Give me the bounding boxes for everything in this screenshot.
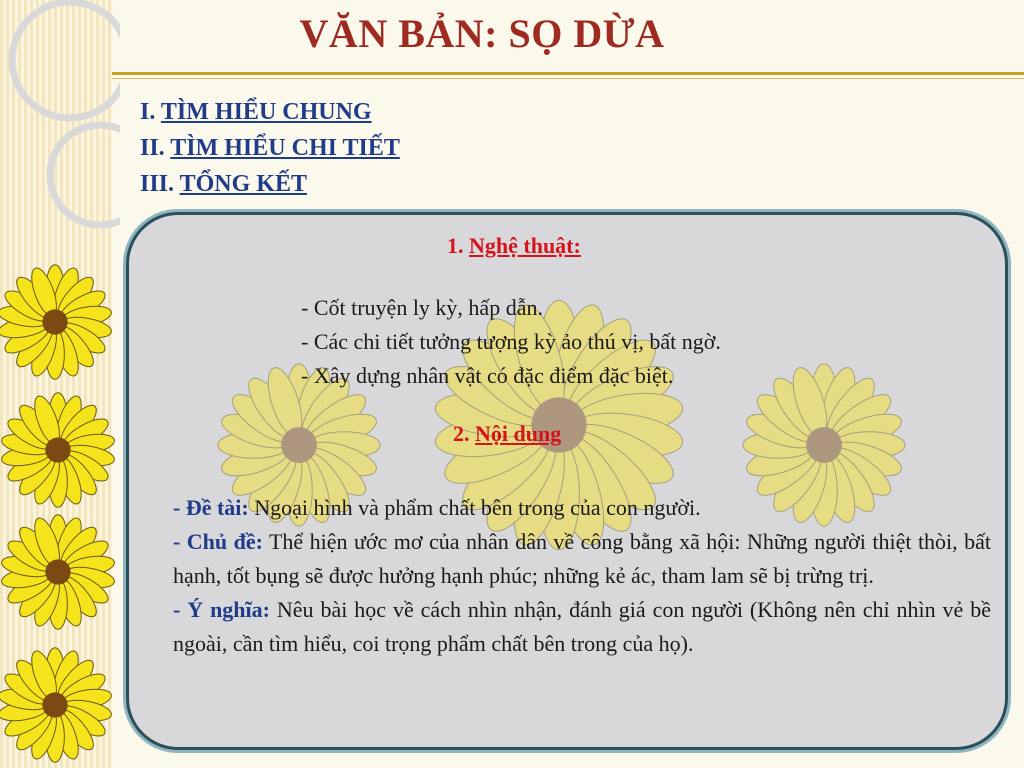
nav-number: III.	[140, 171, 175, 197]
content-text: Thể hiện ước mơ của nhân dân về công bằng xã hội: Những người thiệt thòi, bất hạnh, tốt bụng sẽ được hưởng hạnh phúc; những kẻ ác, tham lam sẽ bị trừng trị.	[173, 529, 992, 588]
sunflower-icon	[0, 265, 113, 379]
content-y-nghia	[173, 593, 991, 661]
heading-label: Nghệ thuật:	[469, 233, 581, 258]
content-de-tai	[173, 491, 991, 525]
nav-link-tong-ket[interactable]: TỔNG KẾT	[179, 171, 307, 197]
list-item: - Các chi tiết tưởng tượng kỳ ảo thú vị, bất ngờ.	[301, 329, 721, 354]
heading-number: 2.	[453, 421, 470, 446]
list-item: - Cốt truyện ly kỳ, hấp dẫn.	[301, 295, 543, 320]
page-title: VĂN BẢN: SỌ DỪA	[299, 11, 665, 56]
decorative-flower-column	[0, 0, 120, 768]
content-label: - Ý nghĩa:	[173, 597, 270, 622]
nav-number: II.	[140, 135, 165, 161]
content-text: Ngoại hình và phẩm chất bên trong của con người.	[248, 495, 701, 520]
heading-noi-dung	[453, 421, 561, 447]
outline-nav	[140, 94, 400, 202]
content-chu-de	[173, 525, 991, 593]
nav-link-tim-hieu-chung[interactable]: TÌM HIỂU CHUNG	[160, 99, 372, 125]
nav-item-tim-hieu-chi-tiet	[140, 130, 400, 166]
sunflower-icon	[0, 515, 116, 629]
list-item: - Xây dựng nhân vật có đặc điểm đặc biệt.	[301, 363, 674, 388]
content-label: - Đề tài:	[173, 495, 249, 520]
title-divider	[112, 72, 1024, 75]
sunflower-icon	[0, 648, 113, 762]
content-text: Nêu bài học về cách nhìn nhận, đánh giá con người (Không nên chỉ nhìn vẻ bề ngoài, cần tìm hiểu, coi trọng phẩm chất bên trong của họ).	[173, 597, 992, 656]
sunflower-icon	[0, 393, 116, 507]
nav-number: I.	[140, 99, 156, 125]
heading-label: Nội dung	[475, 421, 562, 446]
heading-number: 1.	[447, 233, 464, 258]
summary-panel	[126, 212, 1008, 750]
nav-item-tim-hieu-chung	[140, 94, 400, 130]
decorative-ring-icon	[12, 2, 120, 225]
title-divider-thin	[112, 78, 1024, 79]
content-points	[173, 491, 991, 661]
nav-link-tim-hieu-chi-tiet[interactable]: TÌM HIỂU CHI TIẾT	[170, 135, 400, 161]
content-label: - Chủ đề:	[173, 529, 263, 554]
nav-item-tong-ket	[140, 166, 400, 202]
heading-nghe-thuat	[447, 233, 581, 259]
art-points-list	[301, 291, 721, 393]
